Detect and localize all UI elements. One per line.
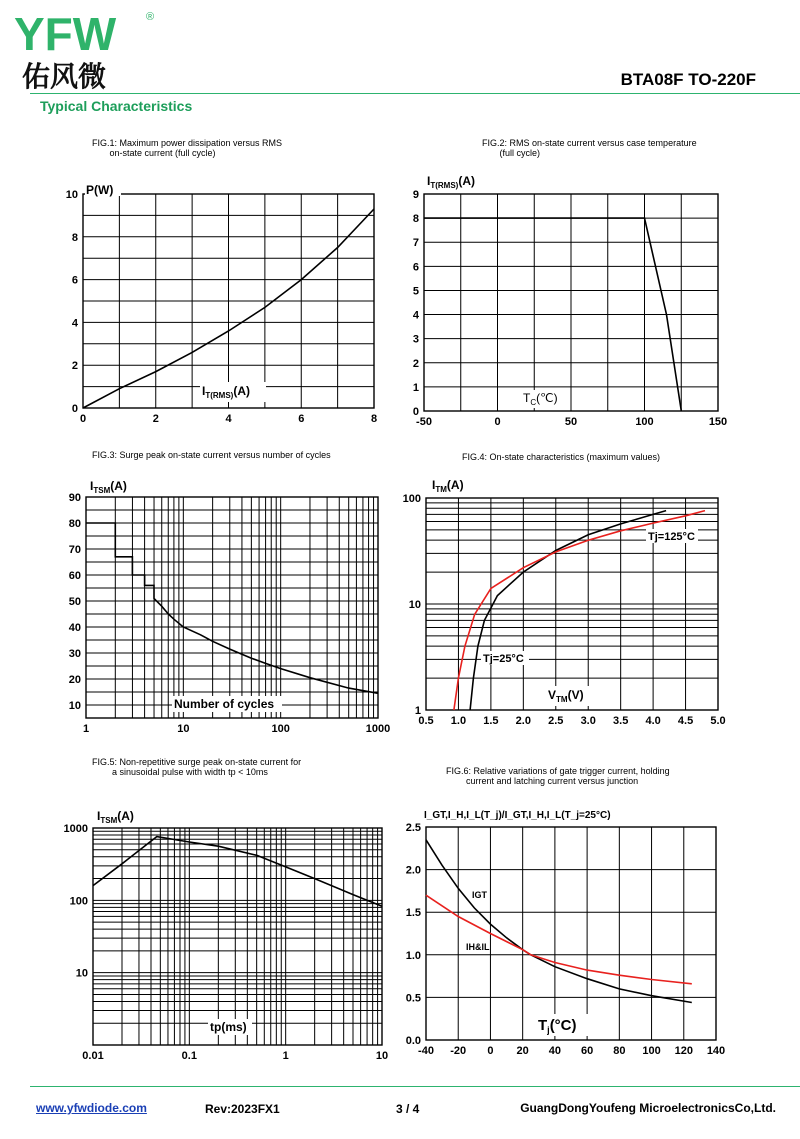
y-tick-label: 4 xyxy=(71,317,78,330)
fig2-caption: FIG.2: RMS on-state current versus case temperature (full cycle) xyxy=(482,138,697,158)
x-tick-label: 0.1 xyxy=(181,1050,197,1062)
y-tick-label: 7 xyxy=(412,237,419,250)
fig6-y-axis-title: I_GT,I_H,I_L(T_j)/I_GT,I_H,I_L(T_j=25°C) xyxy=(424,810,611,821)
fig1-x-axis-title: $I_{T(RMS)}(A)$ xyxy=(202,384,251,400)
y-tick-label: 5 xyxy=(412,285,419,298)
fig6-labels xyxy=(424,810,611,1036)
x-tick-label: 60 xyxy=(580,1045,594,1057)
x-tick-label: 1.5 xyxy=(483,715,499,727)
x-tick-label: 2 xyxy=(152,413,159,425)
fig6-label-ih-il: IH&IL xyxy=(466,942,490,952)
fig6-x-axis-title: $T_j(^\circ C)$ xyxy=(538,1017,577,1035)
y-tick-label: 0 xyxy=(71,403,78,415)
fig3-x-axis-title: Number of cycles xyxy=(174,697,275,711)
y-tick-label: 100 xyxy=(402,493,421,505)
fig3-y-axis-title: $I_{TSM}(A)$ xyxy=(90,479,127,495)
x-tick-label: -50 xyxy=(416,416,432,428)
x-tick-label: 100 xyxy=(271,723,290,735)
x-tick-label: 0 xyxy=(494,416,501,428)
website-link[interactable]: www.yfwdiode.com xyxy=(36,1101,147,1115)
company-name: GuangDongYoufeng MicroelectronicsCo,Ltd. xyxy=(520,1101,776,1115)
x-tick-label: -20 xyxy=(450,1045,467,1057)
fig5-series-0 xyxy=(93,837,382,907)
y-tick-label: 70 xyxy=(68,544,81,556)
x-tick-label: 4.5 xyxy=(677,715,694,727)
fig3-caption: FIG.3: Surge peak on-state current versus number of cycles xyxy=(92,450,331,460)
logo-chinese: 佑风微 xyxy=(22,61,107,92)
x-tick-label: 120 xyxy=(674,1045,693,1057)
footer-divider xyxy=(30,1086,800,1087)
y-tick-label: 1.0 xyxy=(405,949,421,962)
x-tick-label: 50 xyxy=(564,416,578,428)
y-tick-label: 1000 xyxy=(63,823,88,835)
y-tick-label: 4 xyxy=(412,309,419,322)
y-tick-label: 30 xyxy=(68,648,81,660)
x-tick-label: 0.5 xyxy=(418,715,434,727)
fig1-caption: FIG.1: Maximum power dissipation versus RMS on-state current (full cycle) xyxy=(92,138,283,158)
y-tick-label: 50 xyxy=(68,596,81,608)
fig5-labels xyxy=(95,807,252,1035)
x-tick-label: 150 xyxy=(708,416,728,428)
x-tick-label: 3.0 xyxy=(580,715,596,727)
fig2-chart xyxy=(413,189,727,428)
revision-label: Rev:2023FX1 xyxy=(205,1102,280,1116)
fig3-labels xyxy=(88,477,282,712)
y-tick-label: 9 xyxy=(412,189,419,201)
x-tick-label: -40 xyxy=(418,1045,434,1057)
fig4-x-axis-title: $V_{TM}(V)$ xyxy=(548,688,584,704)
logo-text: YFW xyxy=(14,8,117,60)
x-tick-label: 0.01 xyxy=(82,1050,104,1062)
y-tick-label: 3 xyxy=(412,333,419,346)
x-tick-label: 100 xyxy=(635,416,654,428)
x-tick-label: 1 xyxy=(282,1050,289,1062)
y-tick-label: 1.5 xyxy=(405,907,421,920)
x-tick-label: 5.0 xyxy=(710,715,726,727)
y-tick-label: 8 xyxy=(412,213,419,226)
y-tick-label: 6 xyxy=(412,261,419,274)
x-tick-label: 40 xyxy=(548,1045,562,1057)
section-title: Typical Characteristics xyxy=(40,98,193,114)
y-tick-label: 90 xyxy=(68,492,81,504)
plot-frame xyxy=(426,827,716,1040)
fig1-y-axis-title: P(W) xyxy=(86,183,114,197)
y-tick-label: 0 xyxy=(412,406,419,418)
fig5-x-axis-title: tp(ms) xyxy=(210,1020,247,1034)
fig2-x-axis-title: $T_C(℃)$ xyxy=(523,391,558,407)
y-tick-label: 100 xyxy=(69,895,88,908)
y-tick-label: 10 xyxy=(408,599,421,611)
x-tick-label: 10 xyxy=(177,723,190,735)
y-tick-label: 1 xyxy=(414,705,421,717)
y-tick-label: 2 xyxy=(71,360,78,373)
y-tick-label: 2.5 xyxy=(405,822,421,834)
fig4-caption: FIG.4: On-state characteristics (maximum values) xyxy=(462,452,661,462)
fig4-legend-25c: Tj=25°C xyxy=(483,653,524,665)
x-tick-label: 0 xyxy=(487,1045,494,1057)
y-tick-label: 8 xyxy=(71,231,78,244)
x-tick-label: 80 xyxy=(613,1045,626,1057)
y-tick-label: 6 xyxy=(71,274,78,287)
y-tick-label: 10 xyxy=(68,700,81,712)
y-tick-label: 0.0 xyxy=(405,1035,421,1047)
x-tick-label: 2.5 xyxy=(548,715,564,727)
y-tick-label: 40 xyxy=(68,622,81,634)
y-tick-label: 1 xyxy=(412,381,419,394)
fig4-legend-125c: Tj=125°C xyxy=(648,531,695,543)
page-number: 3 / 4 xyxy=(396,1102,420,1116)
x-tick-label: 4 xyxy=(225,413,232,425)
y-tick-label: 10 xyxy=(65,189,78,201)
logo-registered-mark: ® xyxy=(146,11,155,23)
x-tick-label: 20 xyxy=(516,1045,529,1057)
document-title: BTA08F TO-220F xyxy=(620,70,756,89)
fig5-y-axis-title: $I_{TSM}(A)$ xyxy=(97,809,134,825)
x-tick-label: 1000 xyxy=(365,723,391,735)
fig2-y-axis-title: $I_{T(RMS)}(A)$ xyxy=(427,174,476,190)
y-tick-label: 60 xyxy=(68,570,81,582)
x-tick-label: 1.0 xyxy=(450,715,467,727)
fig5-caption: FIG.5: Non-repetitive surge peak on-state current for a sinusoidal pulse with width tp < 10ms xyxy=(92,757,302,777)
x-tick-label: 10 xyxy=(375,1050,389,1062)
fig4-y-axis-title: $I_{TM}(A)$ xyxy=(432,478,464,494)
x-tick-label: 0 xyxy=(79,413,87,425)
fig6-label-igt: IGT xyxy=(472,890,487,900)
plot-frame xyxy=(93,828,382,1045)
y-tick-label: 2.0 xyxy=(405,864,421,877)
y-tick-label: 0.5 xyxy=(405,992,421,1005)
y-tick-label: 2 xyxy=(412,357,419,370)
x-tick-label: 2.0 xyxy=(515,715,531,727)
x-tick-label: 100 xyxy=(642,1045,661,1057)
x-tick-label: 8 xyxy=(370,413,378,425)
y-tick-label: 80 xyxy=(68,518,81,530)
x-tick-label: 6 xyxy=(298,413,305,425)
x-tick-label: 3.5 xyxy=(613,715,629,727)
x-tick-label: 1 xyxy=(82,723,90,735)
x-tick-label: 4.0 xyxy=(645,715,661,727)
fig4-labels xyxy=(430,476,698,706)
y-tick-label: 10 xyxy=(75,967,88,980)
y-tick-label: 20 xyxy=(68,674,81,686)
fig6-caption: FIG.6: Relative variations of gate trigger current, holding current and latching current versus junction xyxy=(446,766,670,786)
x-tick-label: 140 xyxy=(706,1045,726,1057)
